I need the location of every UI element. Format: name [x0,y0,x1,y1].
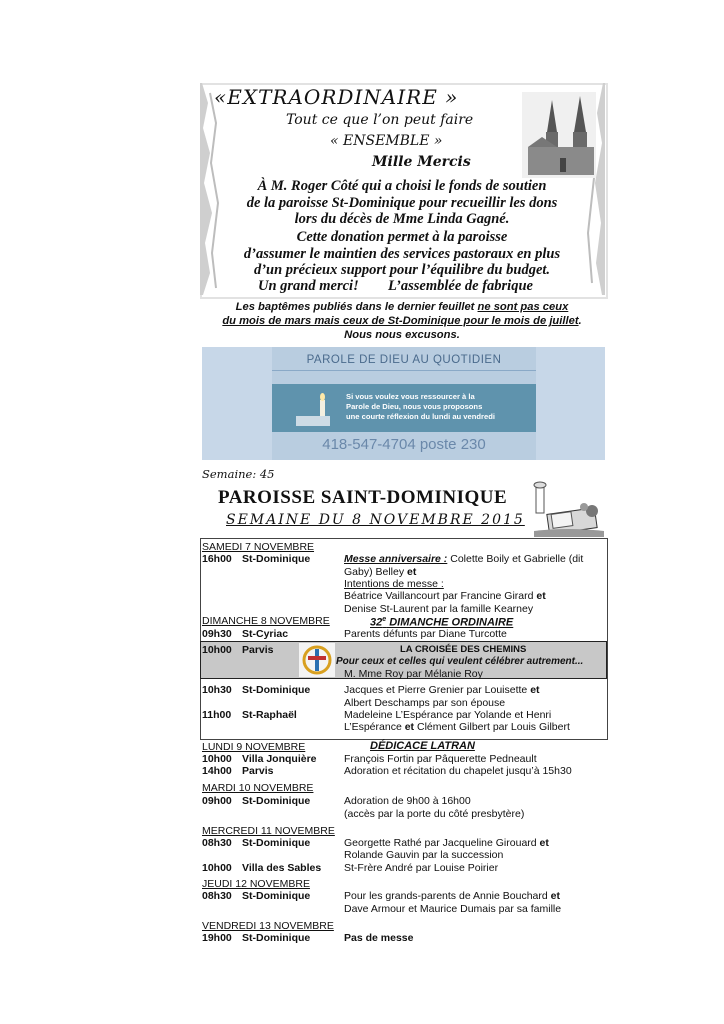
mass-location: Villa Jonquière [242,753,317,765]
liturgical-day [370,614,513,629]
mass-intention: Denise St-Laurent par la famille Kearney [344,603,534,615]
intention-text: Pour les grands-parents de Annie Bouchard [344,890,551,902]
anniversary-label: Messe anniversaire : [344,553,448,565]
mass-intention: François Fortin par Pâquerette Pedneault [344,753,537,765]
day-heading: VENDREDI 13 NOVEMBRE [202,920,334,932]
thanks-paragraph-2 [242,229,562,279]
mass-intention [344,566,416,579]
conjunction: et [539,837,549,849]
mass-intention: Adoration et récitation du chapelet jusqu’à 15h30 [344,765,572,777]
intention-text: Clément Gilbert par Louis Gilbert [414,721,570,733]
mass-location: St-Dominique [242,795,311,807]
day-heading: SAMEDI 7 NOVEMBRE [202,541,315,553]
mass-intention [344,553,606,566]
mass-time: 08h30 [202,890,232,902]
thanks-p2-line: Cette donation permet à la paroisse [296,229,508,245]
mass-intention: Rolande Gauvin par la succession [344,849,504,861]
banner-description [346,392,495,422]
banner-text-line: Parole de Dieu, nous vous proposons [346,402,483,411]
thanks-line-1: Tout ce que l’on peut faire [286,112,474,128]
mass-intention: M. Mme Roy par Mélanie Roy [344,668,483,680]
mass-intention [344,590,546,603]
intention-text: Colette Boily et Gabrielle (dit [447,553,584,565]
mass-intention [344,837,549,850]
intentions-label: Intentions de messe : [344,578,444,590]
mass-time: 09h30 [202,628,232,640]
mass-location: St-Dominique [242,837,311,849]
mass-intention: Dave Armour et Maurice Dumais par sa famille [344,903,562,915]
day-heading: DIMANCHE 8 NOVEMBRE [202,615,330,627]
notice-underlined: ne sont pas ceux [477,301,569,313]
notice-text: Les baptêmes publiés dans le dernier feuillet [235,301,478,313]
mass-intention [344,684,540,697]
mass-time: 10h30 [202,684,232,696]
banner-divider [272,370,536,371]
mass-time: 11h00 [202,709,232,721]
croisee-title: LA CROISÉE DES CHEMINS [400,644,527,655]
banner-text-line: Si vous voulez vous ressourcer à la [346,392,475,401]
week-number: Semaine: 45 [202,467,275,481]
mass-location: Villa des Sables [242,862,322,874]
day-heading: JEUDI 12 NOVEMBRE [202,878,310,890]
mass-location: St-Raphaël [242,709,297,721]
mass-location: Parvis [242,765,274,777]
mass-time: 09h00 [202,795,232,807]
church-image [522,92,596,178]
intention-text: Jacques et Pierre Grenier par Louisette [344,684,531,696]
mass-location: Parvis [242,644,274,656]
conjunction: et [530,684,540,696]
mass-time: 16h00 [202,553,232,565]
conjunction: et [404,721,415,733]
mass-time: 14h00 [202,765,232,777]
thanks-p1-line: À M. Roger Côté qui a choisi le fonds de soutien [257,178,547,194]
baptism-notice [200,300,604,342]
closing-thanks: Un grand merci! [258,278,359,294]
mass-time: 08h30 [202,837,232,849]
notice-text: . [578,315,582,327]
mass-intention: Madeleine L’Espérance par Yolande et Henri [344,709,552,721]
frost-border-left [200,83,222,295]
croisee-chemins-logo [299,643,335,677]
banner-text-line: une courte réflexion du lundi au vendredi [346,412,495,421]
thanks-p2-line: d’assumer le maintien des services pastoraux en plus [243,245,561,262]
thanks-line-3: Mille Mercis [372,154,471,170]
day-heading: LUNDI 9 NOVEMBRE [202,741,306,753]
thanks-closing [258,278,533,295]
bible-candle-icon [528,481,606,539]
mass-time: 10h00 [202,753,232,765]
conjunction: et [407,566,417,578]
mass-time: 10h00 [202,644,232,656]
mass-location: St-Dominique [242,932,311,944]
thanks-p1-line: de la paroisse St-Dominique pour recueillir les dons [246,194,558,211]
thanks-title: «EXTRAORDINAIRE » [214,85,459,109]
conjunction: et [550,890,560,902]
croisee-subtitle: Pour ceux et celles qui veulent célébrer autrement... [336,656,584,667]
notice-underlined: du mois de mars mais ceux de St-Dominique pour le mois de juillet [222,315,579,327]
intention-text: L’Espérance [344,721,405,733]
thanks-p2-line: d’un précieux support pour l’équilibre du budget. [253,262,551,278]
mass-intention: Pas de messe [344,932,414,944]
day-heading: MERCREDI 11 NOVEMBRE [202,825,335,837]
thanks-line-2: « ENSEMBLE » [330,133,443,149]
mass-location: St-Dominique [242,890,311,902]
mass-location: St-Dominique [242,684,311,696]
intention-text: Georgette Rathé par Jacqueline Girouard [344,837,540,849]
parish-week-subtitle: SEMAINE DU 8 NOVEMBRE 2015 [226,512,525,528]
sunday-number: 32 [370,616,383,629]
mass-intention: Albert Deschamps par son épouse [344,697,506,709]
liturgical-day: DÉDICACE LATRAN [370,740,475,752]
mass-intention [344,890,560,903]
mass-location: St-Dominique [242,553,311,565]
notice-apology: Nous nous excusons. [344,329,460,341]
candle-book-icon [290,392,336,430]
mass-intention: (accès par la porte du côté presbytère) [344,808,525,820]
sunday-label: DIMANCHE ORDINAIRE [386,616,514,629]
closing-signature: L’assemblée de fabrique [387,278,533,294]
banner-title: PAROLE DE DIEU AU QUOTIDIEN [306,354,502,366]
intention-text: Gaby) Belley [344,566,408,578]
mass-time: 19h00 [202,932,232,944]
day-heading: MARDI 10 NOVEMBRE [202,782,314,794]
mass-intention [344,721,570,734]
thanks-p1-line: lors du décès de Mme Linda Gagné. [294,211,510,227]
intention-text: Béatrice Vaillancourt par Francine Girard [344,590,537,602]
thanks-paragraph-1 [242,178,562,228]
mass-intention: Parents défunts par Diane Turcotte [344,628,507,640]
mass-time: 10h00 [202,862,232,874]
parish-title: PAROISSE SAINT-DOMINIQUE [218,487,508,508]
mass-intention: Adoration de 9h00 à 16h00 [344,795,471,807]
sunday-ordinal: e [382,616,387,623]
conjunction: et [536,590,546,602]
banner-phone: 418-547-4704 poste 230 [322,436,486,453]
mass-intention: St-Frère André par Louise Poirier [344,862,499,874]
mass-location: St-Cyriac [242,628,289,640]
